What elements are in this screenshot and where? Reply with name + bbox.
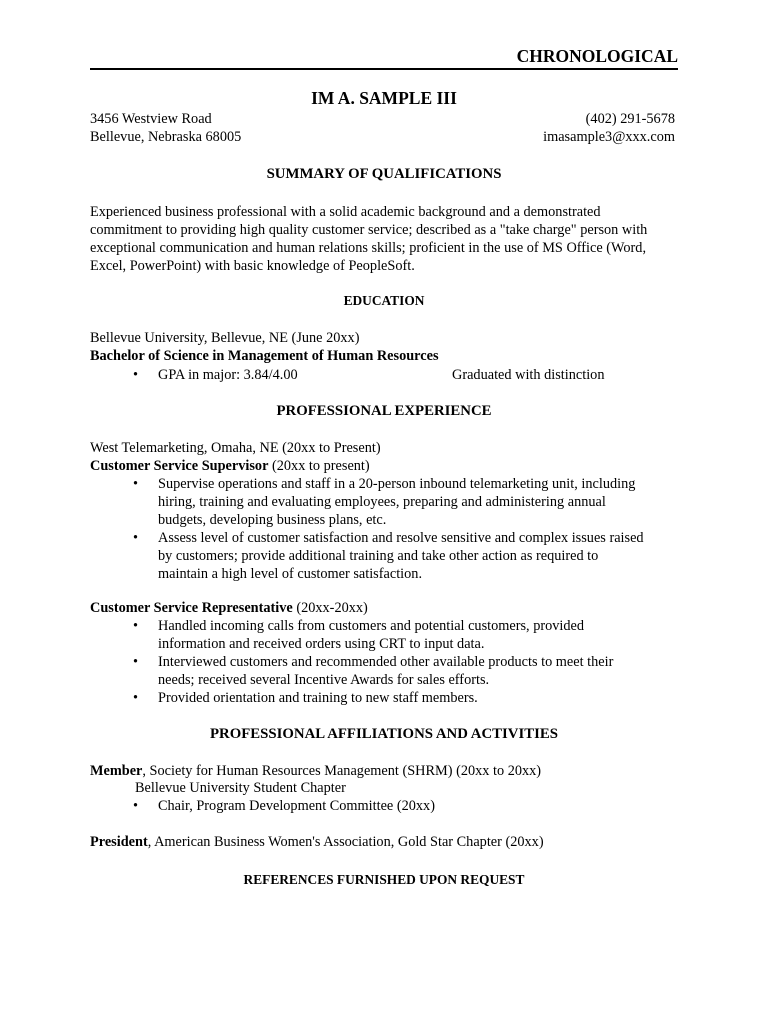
job-bullet-line: Provided orientation and training to new staff members. — [158, 690, 478, 706]
job-bullet-line: Interviewed customers and recommended other available products to meet their — [158, 654, 614, 670]
member-chapter: Bellevue University Student Chapter — [135, 780, 346, 796]
president-label: President — [90, 834, 148, 850]
bullet-icon: • — [133, 654, 139, 670]
job-dates: (20xx to present) — [268, 458, 370, 474]
header-rule — [90, 68, 678, 70]
email-address: imasample3@xxx.com — [543, 129, 675, 145]
job-title-line — [90, 457, 370, 475]
summary-paragraph — [90, 203, 690, 275]
job-bullet-line: needs; received several Incentive Awards for sales efforts. — [158, 672, 490, 688]
affiliation-president-line — [90, 833, 544, 851]
job-title: Customer Service Supervisor — [90, 458, 269, 474]
job-bullet-line: Assess level of customer satisfaction and resolve sensitive and complex issues raised — [158, 530, 644, 546]
references-statement: REFERENCES FURNISHED UPON REQUEST — [243, 872, 525, 887]
bullet-icon: • — [133, 618, 139, 634]
address-line-1: 3456 Westview Road — [90, 111, 212, 127]
bullet-icon: • — [133, 367, 139, 383]
education-school: Bellevue University, Bellevue, NE (June 20xx) — [90, 330, 360, 346]
job-dates: (20xx-20xx) — [292, 600, 368, 616]
phone-number: (402) 291-5678 — [585, 111, 675, 127]
member-label: Member — [90, 763, 143, 779]
education-heading: EDUCATION — [343, 293, 425, 308]
job-bullet-line: information and received orders using CRT to input data. — [158, 636, 485, 652]
summary-line: Experienced business professional with a solid academic background and a demonstrated — [90, 204, 601, 220]
education-honors: Graduated with distinction — [452, 367, 605, 383]
bullet-icon: • — [133, 530, 139, 546]
job-bullet-line: Handled incoming calls from customers and potential customers, provided — [158, 618, 585, 634]
summary-line: Excel, PowerPoint) with basic knowledge of PeopleSoft. — [90, 258, 415, 274]
job-bullet-line: maintain a high level of customer satisfaction. — [158, 566, 423, 582]
job-bullet-line: by customers; provide additional training and take other action as required to — [158, 548, 599, 564]
summary-heading: SUMMARY OF QUALIFICATIONS — [266, 166, 502, 182]
member-text: , Society for Human Resources Management (SHRM) (20xx to 20xx) — [142, 763, 542, 779]
summary-line: exceptional communication and human relations skills; proficient in the use of MS Office (Word, — [90, 240, 647, 256]
job-title: Customer Service Representative — [90, 600, 293, 616]
resume-name: IM A. SAMPLE III — [311, 88, 457, 108]
job-bullet-line: Supervise operations and staff in a 20-person inbound telemarketing unit, including — [158, 476, 636, 492]
education-degree: Bachelor of Science in Management of Human Resources — [90, 348, 439, 364]
job-bullet-line: hiring, training and evaluating employees, preparing and administering annual — [158, 494, 606, 510]
summary-line: commitment to providing high quality customer service; described as a "take charge" person with — [90, 222, 648, 238]
bullet-icon: • — [133, 690, 139, 706]
experience-employer: West Telemarketing, Omaha, NE (20xx to Present) — [90, 440, 381, 456]
bullet-icon: • — [133, 476, 139, 492]
job-title-line — [90, 599, 368, 617]
experience-heading: PROFESSIONAL EXPERIENCE — [276, 403, 492, 419]
affiliation-member-line — [90, 762, 541, 780]
affiliations-heading: PROFESSIONAL AFFILIATIONS AND ACTIVITIES — [210, 726, 558, 742]
president-text: , American Business Women's Association, Gold Star Chapter (20xx) — [147, 834, 544, 850]
job-bullet-line: budgets, developing business plans, etc. — [158, 512, 387, 528]
address-line-2: Bellevue, Nebraska 68005 — [90, 129, 242, 145]
education-gpa: GPA in major: 3.84/4.00 — [158, 367, 298, 383]
bullet-icon: • — [133, 798, 139, 814]
document-type-label: CHRONOLOGICAL — [516, 46, 678, 66]
member-role: Chair, Program Development Committee (20xx) — [158, 798, 435, 814]
